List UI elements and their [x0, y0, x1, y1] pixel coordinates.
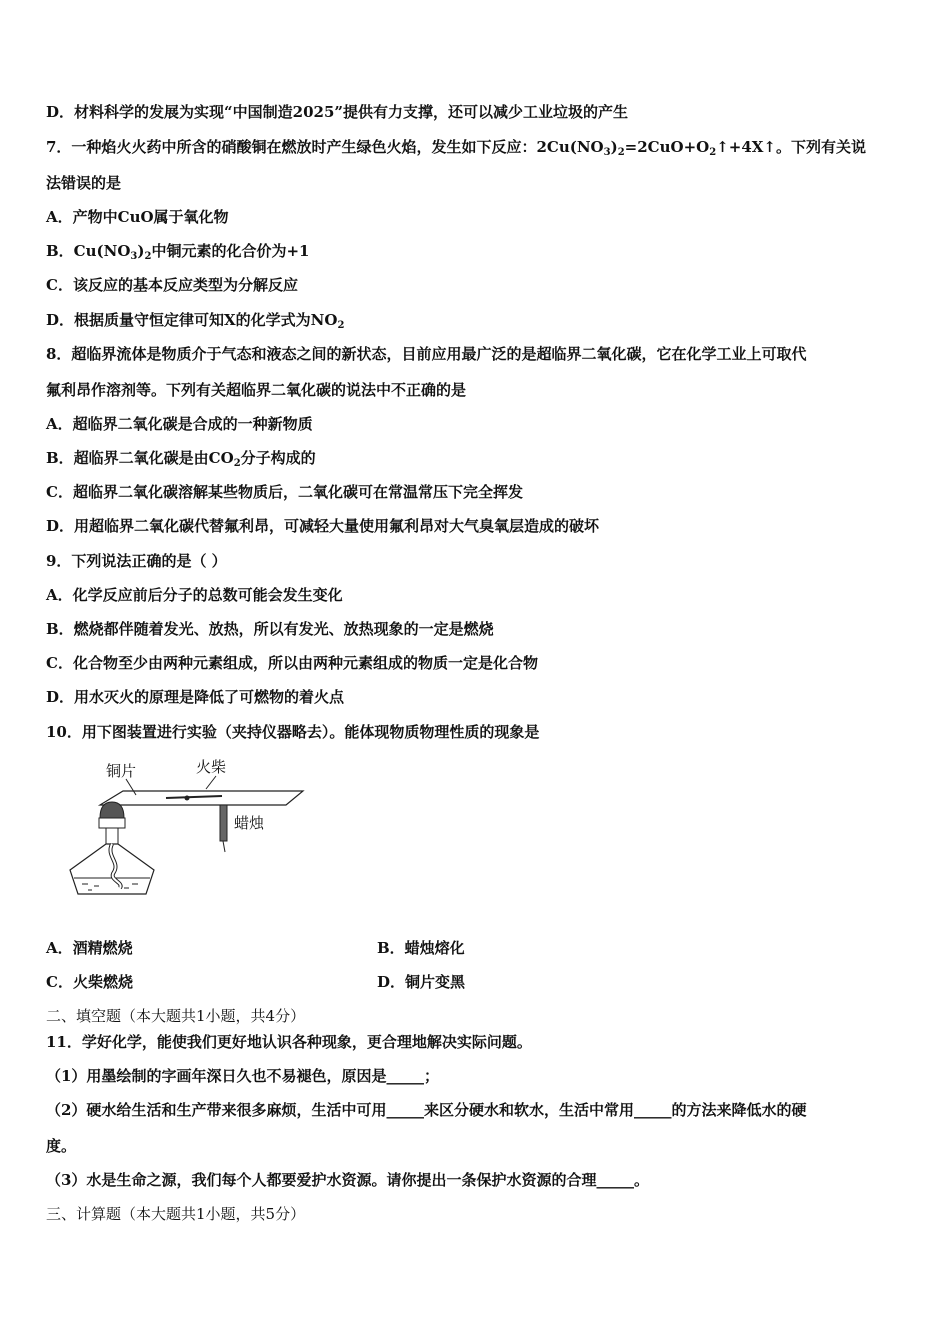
q7-option-a: A．产物中CuO属于氧化物	[46, 208, 229, 226]
copper-plate	[100, 791, 303, 805]
q8-option-d: D．用超临界二氧化碳代替氟利昂，可减轻大量使用氟利昂对大气臭氧层造成的破坏	[46, 517, 600, 535]
q6-option-d: D．材料科学的发展为实现“中国制造2025”提供有力支撑，还可以减少工业垃圾的产生	[46, 103, 629, 121]
label-copper: 铜片	[106, 762, 137, 780]
lamp-collar	[99, 818, 125, 828]
candle	[220, 805, 227, 841]
q11-part-2: （2）硬水给生活和生产带来很多麻烦，生活中可用_____来区分硬水和软水，生活中常用_____的方法来降低水的硬	[46, 1101, 807, 1119]
match-stick	[166, 796, 222, 798]
q7-option-c: C．该反应的基本反应类型为分解反应	[46, 276, 298, 294]
q11-part-3: （3）水是生命之源，我们每个人都要爱护水资源。请你提出一条保护水资源的合理_____。	[46, 1171, 649, 1189]
q8-option-b: B．超临界二氧化碳是由$CO_2$分子构成的	[46, 449, 316, 469]
q10-stem: 10．用下图装置进行实验（夹持仪器略去）。能体现物质物理性质的现象是	[46, 723, 540, 741]
q8-option-c: C．超临界二氧化碳溶解某些物质后，二氧化碳可在常温常压下完全挥发	[46, 483, 523, 501]
lamp-neck	[106, 828, 118, 844]
q7-stem: 7．一种焰火火药中所含的硝酸铜在燃放时产生绿色火焰，发生如下反应：$2Cu(NO_3)_2=2CuO+O_2↑+4X↑$。下列有关说	[46, 138, 866, 158]
label-match: 火柴	[196, 758, 227, 776]
section-2-heading: 二、填空题（本大题共1小题，共4分）	[46, 1007, 306, 1025]
q10-option-d: D．铜片变黑	[377, 973, 466, 991]
match-pointer	[206, 776, 216, 789]
q11-part-2-cont: 度。	[46, 1137, 77, 1155]
q10-option-a: A．酒精燃烧	[46, 939, 133, 957]
label-candle: 蜡烛	[234, 814, 265, 832]
q11-stem: 11．学好化学，能使我们更好地认识各种现象，更合理地解决实际问题。	[46, 1033, 532, 1051]
q9-option-a: A．化学反应前后分子的总数可能会发生变化	[46, 586, 343, 604]
q8-stem-cont: 氟利昂作溶剂等。下列有关超临界二氧化碳的说法中不正确的是	[46, 381, 467, 399]
copper-pointer	[126, 779, 136, 795]
q9-option-d: D．用水灭火的原理是降低了可燃物的着火点	[46, 688, 345, 706]
q8-option-a: A．超临界二氧化碳是合成的一种新物质	[46, 415, 313, 433]
match-head	[185, 796, 190, 801]
section-3-heading: 三、计算题（本大题共1小题，共5分）	[46, 1205, 306, 1223]
q7-option-d: D．根据质量守恒定律可知X的化学式为$NO_2$	[46, 311, 345, 331]
q7-option-b: B．$Cu(NO_3)_2$中铜元素的化合价为+1	[46, 242, 310, 262]
q10-option-b: B．蜡烛熔化	[377, 939, 465, 957]
q9-option-b: B．燃烧都伴随着发光、放热，所以有发光、放热现象的一定是燃烧	[46, 620, 494, 638]
apparatus-svg	[66, 752, 316, 902]
q10-option-c: C．火柴燃烧	[46, 973, 133, 991]
q9-stem: 9．下列说法正确的是（ ）	[46, 552, 227, 570]
q9-option-c: C．化合物至少由两种元素组成，所以由两种元素组成的物质一定是化合物	[46, 654, 538, 672]
q11-part-1: （1）用墨绘制的字画年深日久也不易褪色，原因是_____；	[46, 1067, 439, 1085]
q8-stem: 8．超临界流体是物质介于气态和液态之间的新状态，目前应用最广泛的是超临界二氧化碳，它在化学工业上可取代	[46, 345, 807, 363]
candle-wick	[223, 841, 225, 852]
q7-stem-cont: 法错误的是	[46, 174, 122, 192]
apparatus-diagram	[66, 752, 316, 902]
